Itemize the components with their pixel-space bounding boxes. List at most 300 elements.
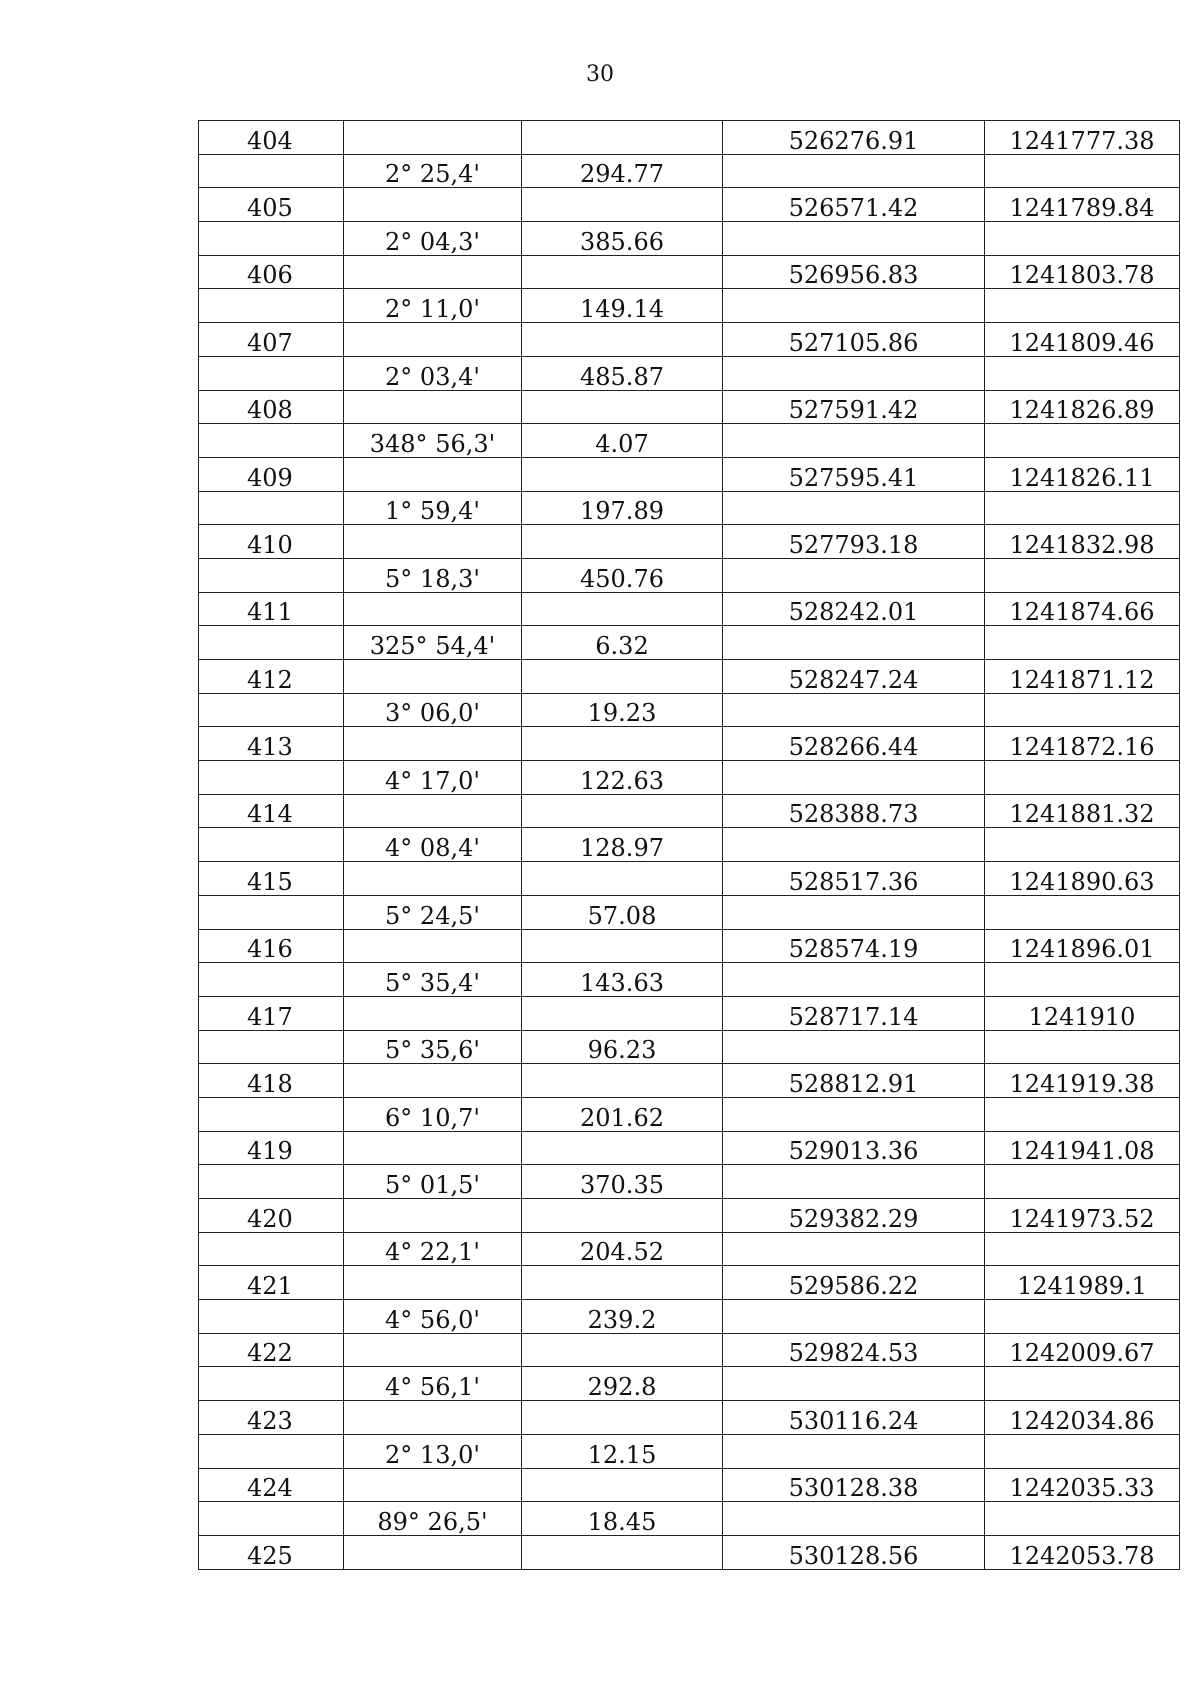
segment-row [199,558,1180,592]
point-number-text: 412 [247,665,293,694]
point-number-cell [199,727,344,761]
x-coordinate-cell [723,289,985,323]
segment-row [199,424,1180,458]
direction-angle-text: 325° 54,4' [369,632,496,660]
point-number-cell [199,457,344,491]
x-coordinate-text: 528717.14 [788,1002,919,1031]
segment-row [199,1165,1180,1199]
x-coordinate-cell [723,592,985,626]
direction-angle-cell [344,929,522,963]
distance-cell [522,289,723,323]
x-coordinate-text: 527591.42 [788,396,919,424]
distance-cell [522,457,723,491]
x-coordinate-cell [723,491,985,525]
direction-angle-cell [344,188,522,222]
distance-cell [522,255,723,289]
x-coordinate-text: 527105.86 [788,328,919,357]
point-number-cell [199,761,344,795]
direction-angle-text: 5° 24,5' [385,901,480,929]
point-row [199,929,1180,963]
x-coordinate-cell [723,323,985,357]
y-coordinate-cell [985,154,1180,188]
x-coordinate-cell [723,693,985,727]
x-coordinate-cell [723,1232,985,1266]
y-coordinate-text: 1241890.63 [1009,867,1155,896]
direction-angle-cell [344,1030,522,1064]
y-coordinate-cell [985,1535,1180,1569]
x-coordinate-text: 529013.36 [788,1137,919,1165]
direction-angle-cell [344,794,522,828]
direction-angle-cell [344,761,522,795]
direction-angle-text: 5° 01,5' [385,1171,480,1199]
y-coordinate-cell [985,1131,1180,1165]
point-number-text: 415 [247,867,293,896]
direction-angle-cell [344,1434,522,1468]
point-number-text: 419 [247,1137,293,1165]
point-row [199,525,1180,559]
y-coordinate-cell [985,626,1180,660]
y-coordinate-text: 1241872.16 [1009,733,1155,761]
point-row [199,457,1180,491]
segment-row [199,963,1180,997]
x-coordinate-cell [723,356,985,390]
point-number-cell [199,424,344,458]
y-coordinate-text: 1241777.38 [1009,126,1155,155]
point-number-cell [199,222,344,256]
point-row [199,1468,1180,1502]
point-number-cell [199,895,344,929]
point-number-cell [199,558,344,592]
x-coordinate-cell [723,1502,985,1536]
distance-cell [522,1097,723,1131]
y-coordinate-cell [985,996,1180,1030]
y-coordinate-cell [985,1165,1180,1199]
direction-angle-text: 4° 08,4' [385,834,480,862]
distance-text: 294.77 [580,160,664,188]
distance-text: 239.2 [587,1305,657,1334]
distance-text: 18.45 [587,1507,657,1536]
point-number-text: 408 [247,396,293,424]
direction-angle-cell [344,592,522,626]
direction-angle-cell [344,727,522,761]
x-coordinate-cell [723,558,985,592]
distance-cell [522,558,723,592]
point-number-cell [199,525,344,559]
segment-row [199,693,1180,727]
point-row [199,727,1180,761]
y-coordinate-text: 1241803.78 [1009,261,1155,289]
distance-cell [522,1266,723,1300]
x-coordinate-cell [723,963,985,997]
distance-text: 197.89 [580,497,664,525]
x-coordinate-cell [723,862,985,896]
distance-cell [522,1434,723,1468]
point-row [199,1064,1180,1098]
y-coordinate-cell [985,1502,1180,1536]
distance-cell [522,121,723,155]
y-coordinate-cell [985,761,1180,795]
distance-cell [522,1199,723,1233]
distance-cell [522,154,723,188]
distance-cell [522,1367,723,1401]
distance-cell [522,491,723,525]
y-coordinate-cell [985,1401,1180,1435]
point-number-cell [199,1367,344,1401]
x-coordinate-cell [723,457,985,491]
point-number-cell [199,1232,344,1266]
direction-angle-cell [344,1064,522,1098]
direction-angle-cell [344,525,522,559]
point-number-text: 405 [247,194,293,222]
point-number-text: 425 [247,1541,293,1570]
y-coordinate-cell [985,356,1180,390]
x-coordinate-cell [723,727,985,761]
distance-cell [522,660,723,694]
x-coordinate-cell [723,525,985,559]
distance-cell [522,1131,723,1165]
point-number-cell [199,491,344,525]
x-coordinate-cell [723,1300,985,1334]
x-coordinate-text: 528247.24 [788,665,919,694]
direction-angle-text: 4° 56,0' [385,1305,480,1334]
y-coordinate-text: 1241896.01 [1009,935,1155,963]
segment-row [199,222,1180,256]
segment-row [199,828,1180,862]
x-coordinate-cell [723,154,985,188]
distance-cell [522,323,723,357]
point-row [199,1333,1180,1367]
point-row [199,390,1180,424]
distance-text: 96.23 [587,1036,657,1064]
point-number-cell [199,1300,344,1334]
y-coordinate-text: 1241826.11 [1009,463,1155,492]
x-coordinate-text: 529586.22 [788,1272,919,1300]
x-coordinate-text: 528242.01 [788,598,919,626]
direction-angle-text: 348° 56,3' [369,429,496,458]
distance-cell [522,693,723,727]
segment-row [199,1502,1180,1536]
y-coordinate-cell [985,289,1180,323]
distance-cell [522,222,723,256]
y-coordinate-text: 1242035.33 [1009,1474,1155,1502]
y-coordinate-cell [985,1199,1180,1233]
direction-angle-cell [344,828,522,862]
direction-angle-cell [344,996,522,1030]
y-coordinate-text: 1241789.84 [1009,194,1155,222]
point-number-cell [199,996,344,1030]
y-coordinate-cell [985,188,1180,222]
segment-row [199,1097,1180,1131]
point-number-cell [199,929,344,963]
point-number-cell [199,390,344,424]
segment-row [199,1300,1180,1334]
distance-text: 122.63 [580,766,664,795]
point-row [199,592,1180,626]
point-number-cell [199,862,344,896]
direction-angle-text: 2° 25,4' [385,160,480,188]
segment-row [199,1434,1180,1468]
y-coordinate-cell [985,1232,1180,1266]
coordinates-table-body [199,121,1180,1570]
distance-cell [522,929,723,963]
direction-angle-text: 89° 26,5' [377,1507,488,1536]
y-coordinate-cell [985,727,1180,761]
point-row [199,188,1180,222]
point-number-cell [199,1468,344,1502]
distance-cell [522,626,723,660]
point-number-cell [199,963,344,997]
point-number-cell [199,1131,344,1165]
x-coordinate-cell [723,626,985,660]
x-coordinate-text: 528517.36 [788,867,919,896]
y-coordinate-text: 1242034.86 [1009,1406,1155,1435]
direction-angle-cell [344,390,522,424]
point-number-cell [199,1199,344,1233]
distance-text: 450.76 [580,564,664,593]
direction-angle-cell [344,862,522,896]
direction-angle-cell [344,1199,522,1233]
distance-text: 485.87 [580,362,664,390]
point-row [199,996,1180,1030]
distance-text: 12.15 [587,1440,657,1468]
point-row [199,862,1180,896]
y-coordinate-text: 1241910 [1028,1002,1136,1031]
y-coordinate-cell [985,1434,1180,1468]
x-coordinate-cell [723,222,985,256]
distance-cell [522,794,723,828]
point-number-cell [199,1401,344,1435]
y-coordinate-cell [985,121,1180,155]
direction-angle-cell [344,660,522,694]
point-number-cell [199,289,344,323]
point-row [199,121,1180,155]
y-coordinate-cell [985,255,1180,289]
y-coordinate-cell [985,491,1180,525]
distance-text: 204.52 [580,1238,664,1266]
point-number-text: 414 [247,800,293,828]
direction-angle-cell [344,457,522,491]
point-row [199,1401,1180,1435]
x-coordinate-cell [723,255,985,289]
segment-row [199,1367,1180,1401]
y-coordinate-cell [985,222,1180,256]
distance-cell [522,592,723,626]
x-coordinate-cell [723,1064,985,1098]
y-coordinate-cell [985,525,1180,559]
segment-row [199,1232,1180,1266]
coordinates-table [198,120,1180,1570]
direction-angle-cell [344,121,522,155]
distance-text: 385.66 [580,227,664,256]
y-coordinate-cell [985,929,1180,963]
x-coordinate-text: 529382.29 [788,1204,919,1233]
point-number-text: 409 [247,463,293,492]
distance-cell [522,356,723,390]
point-number-text: 411 [247,598,293,626]
point-number-text: 404 [247,126,293,155]
distance-cell [522,963,723,997]
segment-row [199,491,1180,525]
point-number-cell [199,693,344,727]
x-coordinate-cell [723,996,985,1030]
direction-angle-cell [344,1401,522,1435]
point-number-text: 424 [247,1474,293,1502]
x-coordinate-text: 527793.18 [788,530,919,559]
x-coordinate-cell [723,1165,985,1199]
distance-text: 143.63 [580,968,664,997]
x-coordinate-text: 528574.19 [788,935,919,963]
distance-cell [522,1064,723,1098]
page-number: 30 [586,62,614,87]
point-number-cell [199,1064,344,1098]
direction-angle-cell [344,1266,522,1300]
y-coordinate-text: 1241832.98 [1009,530,1155,559]
point-number-cell [199,1502,344,1536]
point-number-cell [199,1333,344,1367]
x-coordinate-text: 526956.83 [788,261,919,289]
direction-angle-cell [344,1535,522,1569]
distance-cell [522,862,723,896]
distance-cell [522,761,723,795]
direction-angle-text: 6° 10,7' [385,1103,480,1132]
point-number-cell [199,1165,344,1199]
point-number-cell [199,188,344,222]
x-coordinate-cell [723,1468,985,1502]
y-coordinate-text: 1242053.78 [1009,1541,1155,1570]
direction-angle-cell [344,1468,522,1502]
distance-cell [522,1300,723,1334]
point-row [199,1199,1180,1233]
y-coordinate-cell [985,390,1180,424]
x-coordinate-text: 529824.53 [788,1339,919,1367]
distance-text: 57.08 [587,901,657,929]
distance-cell [522,727,723,761]
point-number-cell [199,121,344,155]
y-coordinate-cell [985,660,1180,694]
segment-row [199,626,1180,660]
distance-text: 128.97 [580,834,664,862]
direction-angle-cell [344,1165,522,1199]
x-coordinate-cell [723,828,985,862]
point-number-cell [199,626,344,660]
point-number-cell [199,794,344,828]
y-coordinate-cell [985,963,1180,997]
x-coordinate-text: 527595.41 [788,463,919,492]
direction-angle-cell [344,963,522,997]
point-number-text: 420 [247,1204,293,1233]
point-row [199,1535,1180,1569]
direction-angle-cell [344,154,522,188]
direction-angle-cell [344,323,522,357]
x-coordinate-cell [723,794,985,828]
point-number-text: 407 [247,328,293,357]
distance-cell [522,390,723,424]
point-number-cell [199,154,344,188]
point-number-text: 423 [247,1406,293,1435]
segment-row [199,289,1180,323]
distance-cell [522,1333,723,1367]
y-coordinate-cell [985,1300,1180,1334]
x-coordinate-cell [723,929,985,963]
distance-cell [522,996,723,1030]
direction-angle-cell [344,222,522,256]
x-coordinate-cell [723,1367,985,1401]
point-number-cell [199,592,344,626]
distance-cell [522,424,723,458]
x-coordinate-cell [723,1401,985,1435]
direction-angle-text: 2° 13,0' [385,1440,480,1468]
direction-angle-cell [344,558,522,592]
x-coordinate-cell [723,895,985,929]
y-coordinate-text: 1241941.08 [1009,1137,1155,1165]
point-number-text: 418 [247,1069,293,1098]
point-number-cell [199,1535,344,1569]
point-number-cell [199,323,344,357]
point-row [199,323,1180,357]
distance-text: 201.62 [580,1103,664,1132]
direction-angle-text: 4° 17,0' [385,766,480,795]
point-number-text: 416 [247,935,293,963]
direction-angle-text: 1° 59,4' [385,497,480,525]
segment-row [199,356,1180,390]
direction-angle-text: 5° 35,6' [385,1036,480,1064]
direction-angle-cell [344,356,522,390]
y-coordinate-cell [985,323,1180,357]
distance-cell [522,525,723,559]
x-coordinate-cell [723,1266,985,1300]
x-coordinate-cell [723,1097,985,1131]
direction-angle-text: 4° 22,1' [385,1238,480,1266]
distance-cell [522,895,723,929]
x-coordinate-cell [723,1030,985,1064]
point-row [199,660,1180,694]
point-number-text: 413 [247,733,293,761]
direction-angle-cell [344,424,522,458]
point-number-cell [199,255,344,289]
direction-angle-text: 5° 35,4' [385,968,480,997]
point-row [199,255,1180,289]
distance-cell [522,1232,723,1266]
x-coordinate-cell [723,660,985,694]
distance-text: 370.35 [580,1171,664,1199]
direction-angle-cell [344,693,522,727]
direction-angle-text: 4° 56,1' [385,1373,480,1401]
y-coordinate-text: 1241881.32 [1009,800,1155,828]
point-number-text: 406 [247,261,293,289]
y-coordinate-cell [985,1064,1180,1098]
distance-cell [522,1468,723,1502]
y-coordinate-cell [985,1333,1180,1367]
x-coordinate-cell [723,761,985,795]
point-number-cell [199,356,344,390]
direction-angle-cell [344,255,522,289]
direction-angle-text: 2° 04,3' [385,227,480,256]
y-coordinate-cell [985,1266,1180,1300]
distance-cell [522,1401,723,1435]
x-coordinate-text: 530116.24 [788,1406,919,1435]
y-coordinate-cell [985,558,1180,592]
y-coordinate-text: 1241826.89 [1009,396,1155,424]
y-coordinate-cell [985,592,1180,626]
point-number-text: 417 [247,1002,293,1031]
distance-cell [522,1030,723,1064]
y-coordinate-text: 1241989.1 [1017,1272,1147,1300]
point-row [199,1266,1180,1300]
x-coordinate-text: 526276.91 [788,126,919,155]
direction-angle-text: 3° 06,0' [385,699,480,727]
direction-angle-cell [344,626,522,660]
y-coordinate-text: 1241919.38 [1009,1069,1155,1098]
